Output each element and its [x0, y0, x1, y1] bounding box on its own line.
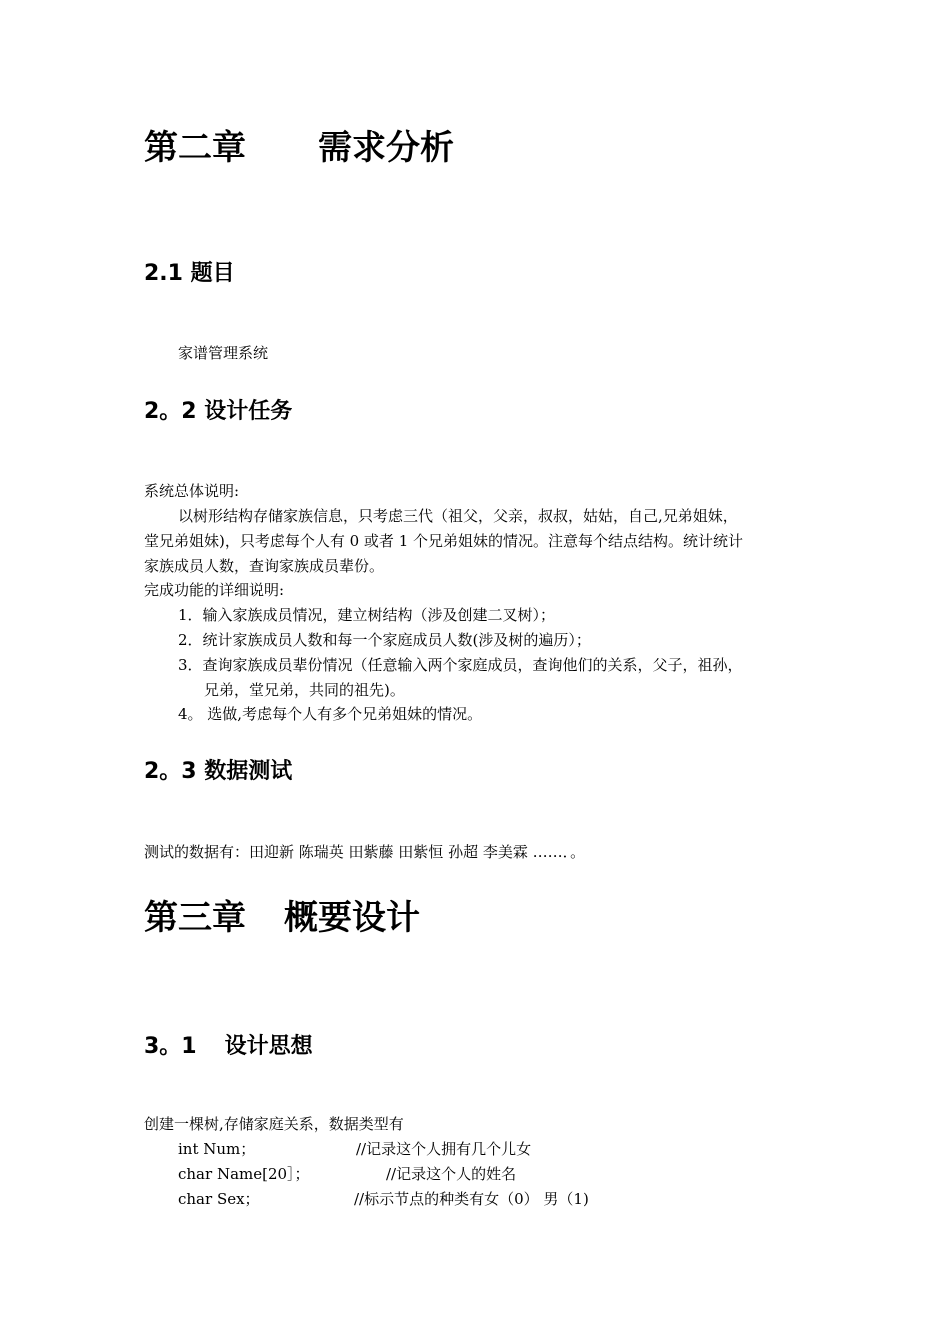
- list-item: 3．查询家族成员辈份情况（任意输入两个家庭成员，查询他们的关系，父子，祖孙，: [178, 656, 743, 674]
- overview-line-2: 堂兄弟姐妹)，只考虑每个人有 0 或者 1 个兄弟姐妹的情况。注意每个结点结构。统计统计: [144, 532, 744, 550]
- code-comment: //记录这个人的姓名: [386, 1165, 517, 1183]
- chapter-2-number: 第二章: [144, 128, 246, 168]
- code-decl: char Sex；: [178, 1190, 260, 1208]
- section-2-1-heading: 2.1 题目: [144, 261, 235, 286]
- chapter-2-title: 需求分析: [318, 128, 454, 168]
- section-2-3-heading: 2。3 数据测试: [144, 759, 293, 784]
- chapter-3-number: 第三章: [144, 898, 246, 938]
- code-comment: //标示节点的种类有女（0） 男（1): [354, 1190, 589, 1208]
- section-3-1-title: 设计思想: [224, 1034, 313, 1059]
- overview-line-1: 以树形结构存储家族信息，只考虑三代（祖父，父亲，叔叔，姑姑，自己,兄弟姐妹，: [178, 507, 738, 525]
- code-decl: char Name[20］；: [178, 1165, 310, 1183]
- test-data-text: 测试的数据有：田迎新 陈瑞英 田紫藤 田紫恒 孙超 李美霖 ……．。: [144, 843, 586, 861]
- section-2-2-heading: 2。2 设计任务: [144, 399, 293, 424]
- code-decl: int Num；: [178, 1140, 256, 1158]
- chapter-3-heading: [144, 898, 420, 938]
- overview-line-3: 家族成员人数，查询家族成员辈份。: [144, 557, 385, 575]
- overview-label: 系统总体说明:: [144, 482, 240, 500]
- chapter-3-title: 概要设计: [284, 898, 420, 938]
- section-2-1-text: 家谱管理系统: [178, 344, 269, 362]
- section-3-1-number: 3。1: [144, 1034, 197, 1059]
- section-3-1-heading: [144, 1033, 313, 1061]
- list-item: 1．输入家族成员情况，建立树结构（涉及创建二叉树）；: [178, 606, 556, 624]
- list-item-continuation: 兄弟，堂兄弟，共同的祖先)。: [204, 681, 405, 699]
- detail-label: 完成功能的详细说明:: [144, 581, 285, 599]
- design-intro: 创建一棵树,存储家庭关系，数据类型有: [144, 1115, 404, 1133]
- chapter-2-heading: [144, 128, 454, 168]
- list-item: 4。 选做,考虑每个人有多个兄弟姐妹的情况。: [178, 705, 483, 723]
- list-item: 2．统计家族成员人数和每一个家庭成员人数(涉及树的遍历）；: [178, 631, 591, 649]
- code-comment: //记录这个人拥有几个儿女: [356, 1140, 532, 1158]
